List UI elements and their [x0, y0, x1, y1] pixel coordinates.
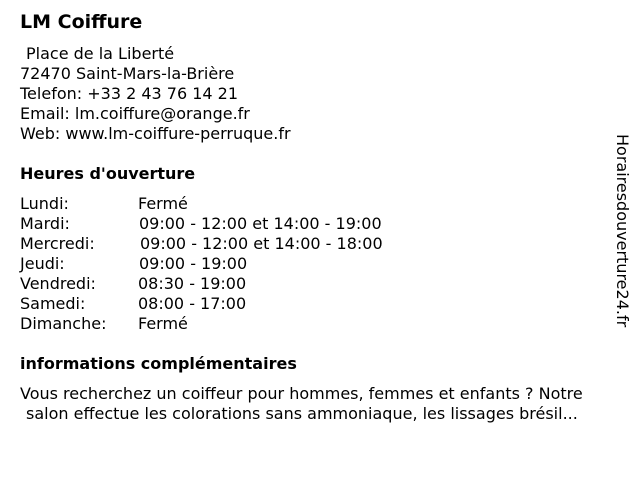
city-postal-code: 72470 Saint-Mars-la-Brière [20, 64, 235, 83]
day-hours: Fermé [138, 194, 188, 213]
description-line-1: Vous recherchez un coiffeur pour hommes, femmes et enfants ? Notre [20, 384, 583, 403]
day-label: Dimanche: [20, 314, 107, 333]
day-hours: 09:00 - 12:00 et 14:00 - 19:00 [139, 214, 382, 233]
site-watermark [610, 134, 634, 344]
day-hours: 09:00 - 19:00 [139, 254, 248, 273]
day-label: Samedi: [20, 294, 86, 313]
email-address: Email: lm.coiffure@orange.fr [20, 104, 250, 123]
opening-hours-heading: Heures d'ouverture [20, 164, 196, 183]
day-label: Mercredi: [20, 234, 95, 253]
website-address: Web: www.lm-coiffure-perruque.fr [20, 124, 291, 143]
additional-info-heading: informations complémentaires [20, 354, 297, 373]
business-name: LM Coiffure [20, 11, 143, 33]
day-label: Vendredi: [20, 274, 96, 293]
watermark-text: Horairesdouverture24.fr [613, 134, 632, 328]
day-hours: Fermé [138, 314, 188, 333]
day-label: Mardi: [20, 214, 70, 233]
description-line-2: salon effectue les colorations sans ammoniaque, les lissages brésil... [26, 404, 578, 423]
phone-number: Telefon: +33 2 43 76 14 21 [20, 84, 239, 103]
additional-info-text [20, 384, 634, 424]
street-address: Place de la Liberté [26, 44, 175, 63]
day-hours: 08:30 - 19:00 [138, 274, 247, 293]
address-block [20, 44, 291, 144]
day-label: Lundi: [20, 194, 69, 213]
day-hours: 09:00 - 12:00 et 14:00 - 18:00 [140, 234, 383, 253]
day-label: Jeudi: [20, 254, 65, 273]
day-hours: 08:00 - 17:00 [138, 294, 247, 313]
